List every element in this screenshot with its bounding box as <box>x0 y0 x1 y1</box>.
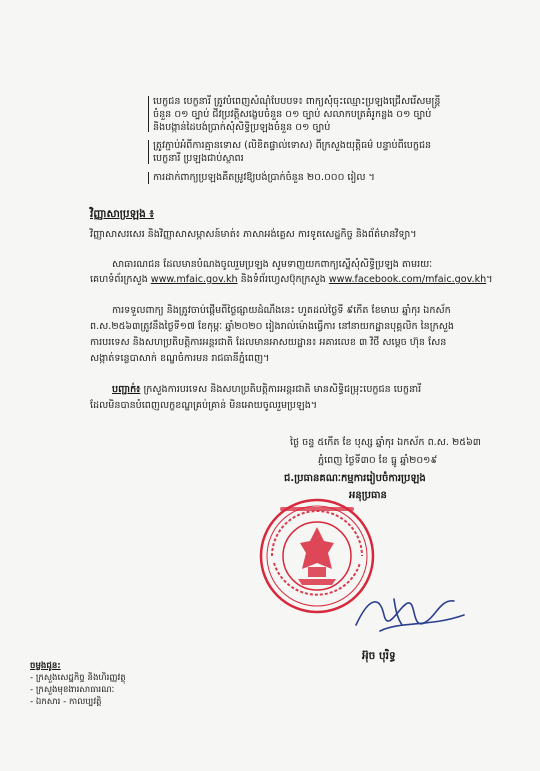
para1-line1: សាធារណជន ដែលមានបំណងចូលរួមប្រឡង សូមទាញយកពាក្យស្នើសុំសិទ្ធិប្រឡង តាមរយៈ <box>112 259 433 270</box>
bullet-1-line-1: បេក្ខជន បេក្ខនារី ត្រូវបំពេញសំណុំបែបបទ៖ ពាក្យសុំចុះឈ្មោះប្រឡងជ្រើសរើសមន្ត្រី <box>153 96 441 107</box>
note-text-1: ក្រសួងការបរទេស និងសហប្រតិបត្តិការអន្តរជាតិ មានសិទ្ធិជម្រុះបេក្ខជន បេក្ខនារី <box>140 384 422 395</box>
solar-date: ភ្នំពេញ ថ្ងៃទី៣០ ខែ ធ្នូ ឆ្នាំ២០១៩ <box>318 455 438 466</box>
note-line2: ដែលមិនបានបំពេញលក្ខខណ្ឌគ្រប់គ្រាន់ មិនអោយចូលរួមប្រឡង។ <box>90 400 318 411</box>
bullet-marker <box>148 140 149 164</box>
para1-line2 <box>90 273 493 286</box>
cc-item: - ឯកសារ - កាលប្បវត្តិ <box>30 697 102 707</box>
para2-line1: ការទទួលពាក្យ និងត្រូវចាប់ផ្តើមពីថ្ងៃផ្សាយដំណឹងនេះ ហូតដល់ថ្ងៃទី ៩កើត ខែមាឃ ឆ្នាំកុរ ឯកស័ក <box>112 305 451 316</box>
para1-post: ។ <box>486 274 493 285</box>
cc-item: - ក្រសួងសេដ្ឋកិច្ច និងហិរញ្ញវត្ថុ <box>30 673 126 683</box>
note-label: បញ្ជាក់៖ <box>112 384 141 395</box>
bullet-1-line-3: និងបង្កាន់ដៃបង់ប្រាក់សុំសិទ្ធិប្រឡងចំនួន ០១ ច្បាប់ <box>153 122 331 133</box>
cc-title: ចម្លងជូន: <box>30 661 61 671</box>
signer-name: អ៊ុច បុរិទ្ធ <box>362 650 396 662</box>
para1-prefix: គេហទំព័រក្រសួង <box>90 274 151 285</box>
ministry-website-link[interactable]: www.mfaic.gov.kh <box>150 274 238 285</box>
bullet-2-line-2: បេក្ខនារី ប្រឡងជាប់ស្ថាពរ <box>153 153 244 164</box>
bullet-marker <box>148 96 149 132</box>
para1-mid: និងទំព័រហ្វេសប៊ុកក្រសួង <box>237 274 329 285</box>
para2-line4: សង្កាត់ទន្លេបាសាក់ ខណ្ឌចំការមន រាជធានីភ្នំពេញ។ <box>90 353 270 364</box>
lunar-date: ថ្ងៃ ចន្ទ ៥កើត ខែ បុស្ស ឆ្នាំកុរ ឯកស័ក ព.ស. ២៥៦៣ <box>290 437 481 448</box>
handwritten-signature <box>350 585 470 645</box>
cc-item: - ក្រសួងមុខងារសាធារណៈ <box>30 685 115 695</box>
bullet-3-line-1: ការដាក់ពាក្យប្រឡងគឺតម្រូវឱ្យបង់ប្រាក់ចំនួន ២០.០០០ រៀល ។ <box>153 172 375 183</box>
bullet-1-line-2: ចំនួន ០១ ច្បាប់ ជីវប្រវត្តិសង្ខេបចំនួន ០១ ច្បាប់ សលាកបត្រគំរូកន្លង ០១ ច្បាប់ <box>153 109 432 120</box>
cc-list <box>30 660 126 708</box>
bullet-marker <box>148 172 149 184</box>
exam-text: វិញ្ញាសាសរសេរ និងវិញ្ញាសាសម្ភាសន៍មាត់៖ ភាសាអង់គ្លេស ការទូតសេដ្ឋកិច្ច និងព័ត៌មានវិទ្យា។ <box>90 229 417 240</box>
note-line1 <box>112 383 421 396</box>
para2-line2: ព.ស.២៥៦៣ត្រូវនឹងថ្ងៃទី១៧ ខែកុម្ភៈ ឆ្នាំ២០២០ រៀងរាល់ម៉ោងធ្វើការ នៅនាយកដ្ឋានបុគ្គលិក នៃក្រសួង <box>90 321 454 332</box>
ministry-facebook-link[interactable]: www.facebook.com/mfaic.gov.kh <box>328 274 487 285</box>
para2-line3: ការបរទេស និងសហប្រតិបត្តិការអន្តរជាតិ ដែលមានអាសយដ្ឋាន៖ អគារលេខ ៣ វិថី សម្ដេច ហ៊ុន សែន <box>90 337 447 348</box>
signatory-title: ជ.ប្រធានគណៈកម្មការរៀបចំការប្រឡង <box>284 473 426 484</box>
exam-heading: វិញ្ញាសាប្រឡង ៖ <box>90 208 154 220</box>
bullet-2-line-1: ត្រូវភ្ជាប់អំពីការគ្មានទោស (លិខិតផ្ទាល់ទោស) ពីក្រសួងយុត្តិធម៌ បន្ទាប់ពីបេក្ខជន <box>153 140 432 151</box>
signatory-role: អនុប្រធាន <box>349 490 387 501</box>
